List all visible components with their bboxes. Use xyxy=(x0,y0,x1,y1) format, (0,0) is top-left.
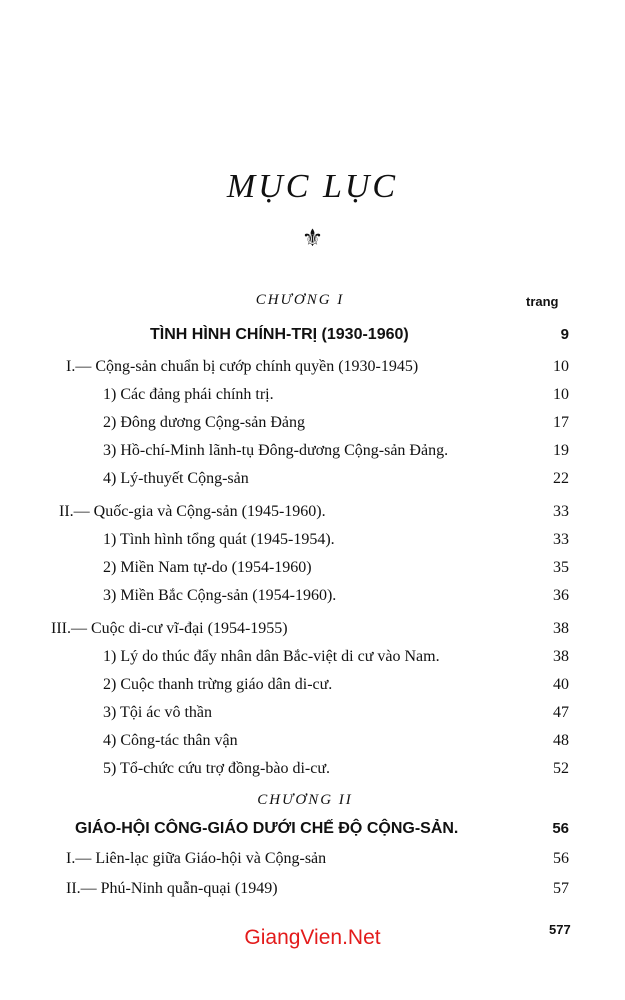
chapter-1-heading-page: 9 xyxy=(560,326,569,343)
toc-entry-text: 1) Các đảng phái chính trị. xyxy=(103,386,274,403)
toc-entry-text: 2) Miền Nam tự-do (1954-1960) xyxy=(103,559,312,576)
toc-entry-page: 38 xyxy=(553,648,569,665)
toc-entry-page: 36 xyxy=(553,587,569,604)
toc-entry-page: 40 xyxy=(553,676,569,693)
toc-entry-text: 2) Cuộc thanh trừng giáo dân di-cư. xyxy=(103,676,333,693)
watermark-link[interactable]: GiangVien.Net xyxy=(244,926,381,949)
toc-entry xyxy=(0,587,625,613)
toc-entry-page: 10 xyxy=(553,386,569,403)
toc-entry-page: 48 xyxy=(553,732,569,749)
toc-entry xyxy=(0,620,625,646)
chapter-2-heading: GIÁO-HỘI CÔNG-GIÁO DƯỚI CHẾ ĐỘ CỘNG-SẢN. xyxy=(75,820,459,837)
toc-entry xyxy=(0,704,625,730)
chapter-1-heading: TÌNH HÌNH CHÍNH-TRỊ (1930-1960) xyxy=(150,326,409,343)
toc-entry-text: 5) Tổ-chức cứu trợ đồng-bào di-cư. xyxy=(103,760,330,777)
toc-entry xyxy=(0,850,625,876)
toc-entry-page: 17 xyxy=(553,414,569,431)
toc-entry-page: 33 xyxy=(553,503,569,520)
toc-entry-text: III.— Cuộc di-cư vĩ-đại (1954-1955) xyxy=(51,620,288,637)
toc-entry-text: II.— Phú-Ninh quẫn-quại (1949) xyxy=(66,880,278,897)
toc-entry-page: 56 xyxy=(553,850,569,867)
chapter-2-heading-row xyxy=(0,820,625,846)
toc-entry-text: 3) Miền Bắc Cộng-sản (1954-1960). xyxy=(103,587,337,604)
toc-entry xyxy=(0,503,625,529)
toc-entry-text: I.— Liên-lạc giữa Giáo-hội và Cộng-sản xyxy=(66,850,327,867)
page-column-label: trang xyxy=(526,294,559,309)
toc-entry-page: 57 xyxy=(553,880,569,897)
toc-entry-text: 4) Công-tác thân vận xyxy=(103,732,238,749)
toc-entry xyxy=(0,880,625,906)
toc-entry xyxy=(0,470,625,496)
toc-entry-text: II.— Quốc-gia và Cộng-sản (1945-1960). xyxy=(59,503,326,520)
toc-entry-page: 33 xyxy=(553,531,569,548)
toc-entry xyxy=(0,676,625,702)
page-number: 577 xyxy=(549,922,571,937)
toc-entry-text: 3) Hồ-chí-Minh lãnh-tụ Đông-dương Cộng-sản Đảng. xyxy=(103,442,449,459)
chapter-2-label: CHƯƠNG II xyxy=(257,792,353,808)
toc-entry-page: 22 xyxy=(553,470,569,487)
toc-entry xyxy=(0,386,625,412)
toc-entry xyxy=(0,531,625,557)
toc-entry-page: 52 xyxy=(553,760,569,777)
toc-entry xyxy=(0,358,625,384)
toc-entry-text: 2) Đông dương Cộng-sản Đảng xyxy=(103,414,305,431)
toc-entry-page: 10 xyxy=(553,358,569,375)
toc-entry-page: 38 xyxy=(553,620,569,637)
chapter-1-heading-row xyxy=(0,326,625,352)
toc-entry-page: 35 xyxy=(553,559,569,576)
chapter-1-label: CHƯƠNG I xyxy=(255,292,345,308)
toc-entry-text: 1) Tình hình tổng quát (1945-1954). xyxy=(103,531,335,548)
chapter-2-heading-page: 56 xyxy=(552,820,569,837)
toc-entry xyxy=(0,442,625,468)
toc-entry-text: 3) Tội ác vô thần xyxy=(103,704,213,721)
toc-entry xyxy=(0,559,625,585)
toc-entry xyxy=(0,732,625,758)
page-title: MỤC LỤC xyxy=(226,168,399,205)
toc-entry xyxy=(0,648,625,674)
toc-entry-page: 47 xyxy=(553,704,569,721)
toc-entry-text: I.— Cộng-sản chuẩn bị cướp chính quyền (1930-1945) xyxy=(66,358,419,375)
toc-entry-text: 4) Lý-thuyết Cộng-sản xyxy=(103,470,249,487)
toc-entry xyxy=(0,760,625,786)
toc-entry-page: 19 xyxy=(553,442,569,459)
toc-entry-text: 1) Lý do thúc đẩy nhân dân Bắc-việt di cư vào Nam. xyxy=(103,648,440,665)
fleur-de-lis-icon: ⚜ xyxy=(301,226,324,252)
toc-entry xyxy=(0,414,625,440)
